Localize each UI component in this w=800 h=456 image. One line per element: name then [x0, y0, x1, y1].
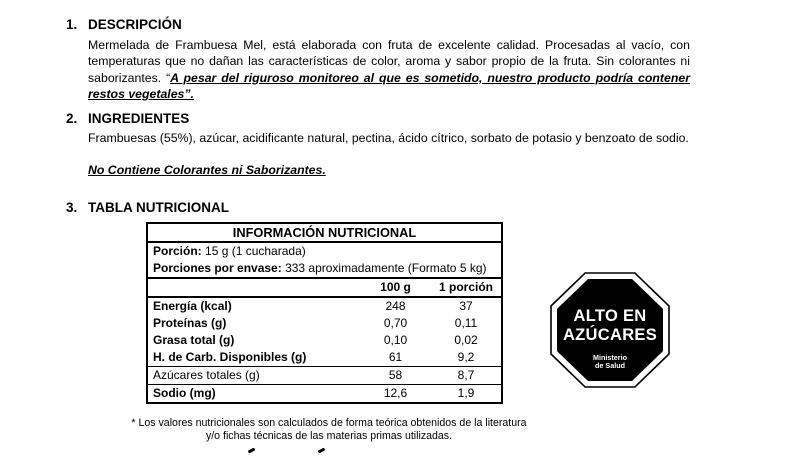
- seal-ministry-line2: de Salud: [595, 361, 625, 370]
- servings-value: 333 aproximadamente (Formato 5 kg): [285, 261, 487, 275]
- row-value-100g: 12,6: [360, 385, 431, 404]
- column-header-row: [147, 278, 502, 297]
- row-label: Energía (kcal): [153, 299, 232, 313]
- section-title-ingredientes: INGREDIENTES: [88, 111, 190, 126]
- row-value-100g: 0,10: [383, 333, 408, 347]
- row-label: Azúcares totales (g): [147, 367, 360, 385]
- row-value-porcion: 0,11: [454, 316, 478, 330]
- column-header-100g: 100 g: [360, 278, 431, 297]
- cutoff-accent-mark: [248, 448, 256, 454]
- row-value-100g: 248: [385, 299, 406, 313]
- section-heading-tabla-nutricional: [66, 199, 229, 216]
- row-value-100g: 0,70: [383, 316, 408, 330]
- section-title-descripcion: DESCRIPCIÓN: [88, 17, 182, 32]
- servings-row: [147, 260, 502, 278]
- footnote-line-1: * Los valores nutricionales son calculados de forma teórica obtenidos de la literatura: [131, 417, 527, 429]
- portion-value: 15 g (1 cucharada): [205, 244, 306, 258]
- section-heading-descripcion: [66, 16, 182, 33]
- portion-row: [147, 242, 502, 260]
- row-value-porcion: 0,02: [454, 333, 478, 347]
- table-row-carbohidratos: [147, 349, 502, 367]
- row-value-porcion: 1,9: [431, 385, 502, 404]
- portion-label: Porción:: [153, 244, 202, 258]
- row-label: Sodio (mg): [147, 385, 360, 404]
- cutoff-accent-mark: [318, 448, 326, 454]
- nutrition-table-title: INFORMACIÓN NUTRICIONAL: [147, 223, 502, 242]
- section-title-tabla-nutricional: TABLA NUTRICIONAL: [88, 200, 229, 215]
- column-header-porcion: 1 porción: [431, 278, 502, 297]
- section-number-1: 1.: [66, 17, 78, 32]
- table-footnote: [124, 417, 534, 443]
- ingredientes-note: No Contiene Colorantes ni Saborizantes.: [88, 163, 326, 177]
- seal-ministry-line1: Ministerio: [593, 353, 627, 362]
- row-value-100g: 61: [388, 350, 403, 364]
- column-header-empty: [147, 278, 360, 297]
- table-row-energia: [147, 297, 502, 315]
- section-number-3: 3.: [66, 200, 78, 215]
- footnote-line-2: y/o fichas técnicas de las materias primas utilizadas.: [205, 430, 453, 442]
- row-label: Grasa total (g): [153, 333, 235, 347]
- nutrition-table-title-row: [147, 223, 502, 242]
- servings-label: Porciones por envase:: [153, 261, 282, 275]
- nutrition-table: [146, 222, 503, 404]
- table-row-azucares-totales: [147, 367, 502, 385]
- row-value-porcion: 9,2: [457, 350, 475, 364]
- row-label: Proteínas (g): [153, 316, 227, 330]
- seal-text-line1: ALTO EN: [573, 307, 647, 325]
- section-heading-ingredientes: [66, 110, 189, 127]
- table-row-proteinas: [147, 315, 502, 332]
- row-value-porcion: 8,7: [431, 367, 502, 385]
- row-label: H. de Carb. Disponibles (g): [153, 350, 307, 364]
- descripcion-paragraph: [88, 37, 690, 102]
- table-row-grasa-total: [147, 332, 502, 349]
- section-number-2: 2.: [66, 111, 78, 126]
- alto-en-azucares-seal: [550, 272, 670, 388]
- seal-text-line2: AZÚCARES: [562, 326, 658, 344]
- table-row-sodio: [147, 385, 502, 404]
- row-value-porcion: 37: [459, 299, 473, 313]
- ingredientes-paragraph: Frambuesas (55%), azúcar, acidificante natural, pectina, ácido cítrico, sorbato de potasio y benzoato de sodio.: [88, 131, 689, 145]
- descripcion-quote-text: A pesar del riguroso monitoreo al que es sometido, nuestro producto podría contener restos vegetales”.: [88, 70, 690, 101]
- row-value-100g: 58: [360, 367, 431, 385]
- descripcion-body-text: Mermelada de Frambuesa Mel, está elaborada con fruta de excelente calidad. Procesadas al vacío, con temperaturas que no dañan las características de color, aroma y sabor propio de la fruta. Sin colorantes ni saborizantes. “: [88, 38, 690, 85]
